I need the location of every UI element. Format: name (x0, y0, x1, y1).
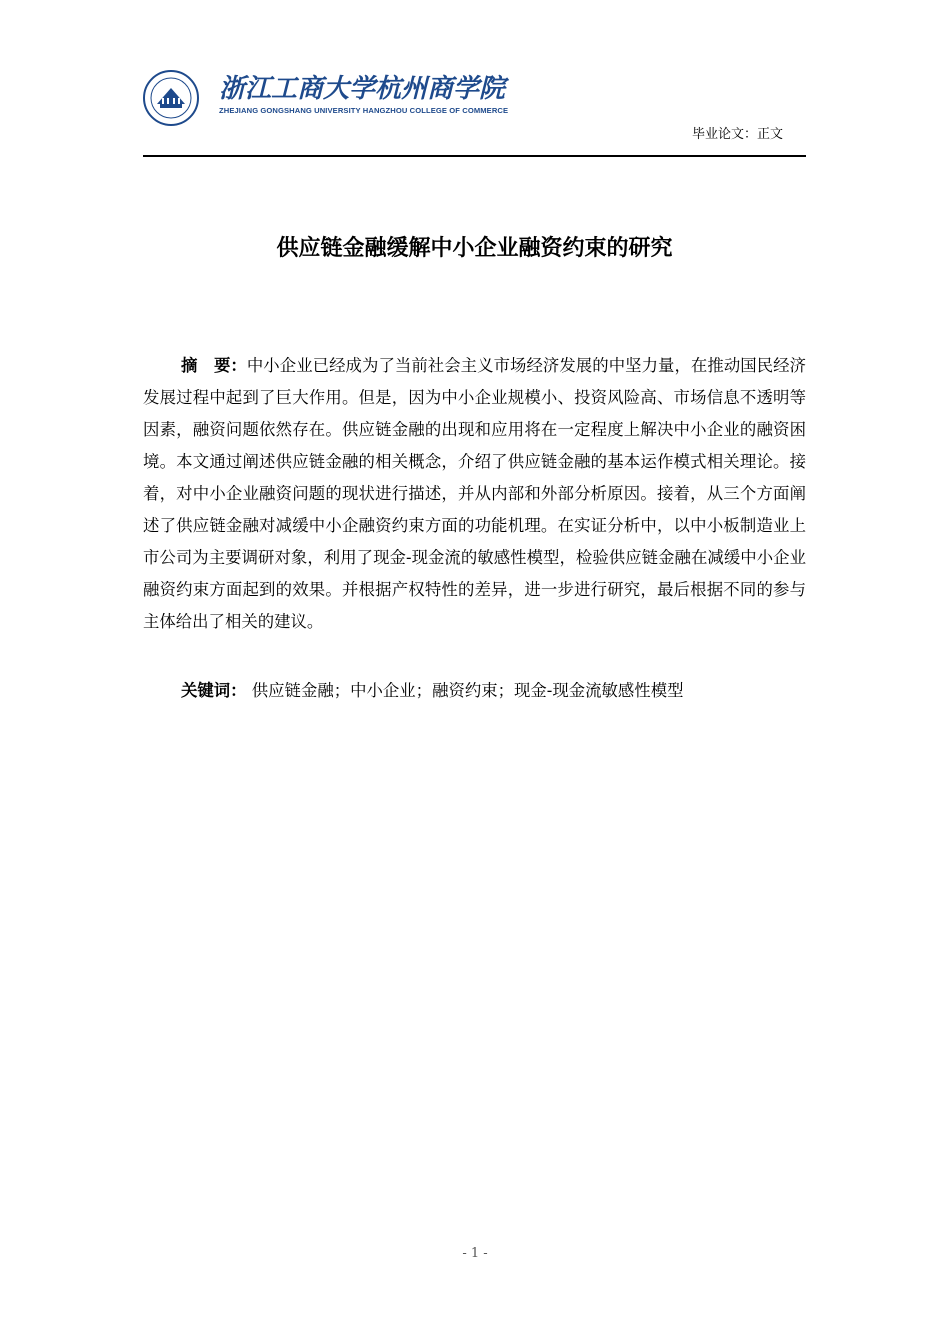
keywords-text: 供应链金融；中小企业；融资约束；现金-现金流敏感性模型 (251, 681, 684, 700)
university-logo (143, 70, 509, 126)
logo-name-cn: 浙江工商大学杭州商学院 (219, 74, 506, 104)
logo-name-en: ZHEJIANG GONGSHANG UNIVERSITY HANGZHOU COLLEGE OF COMMERCE (219, 106, 509, 115)
abstract-paragraph (143, 350, 806, 638)
abstract-text: 中小企业已经成为了当前社会主义市场经济发展的中坚力量，在推动国民经济发展过程中起到了巨大作用。但是，因为中小企业规模小、投资风险高、市场信息不透明等因素，融资问题依然存在。供应链金融的出现和应用将在一定程度上解决中小企业的融资困境。本文通过阐述供应链金融的相关概念，介绍了供应链金融的基本运作模式相关理论。接着，对中小企业融资问题的现状进行描述，并从内部和外部分析原因。接着，从三个方面阐述了供应链金融对减缓中小企融资约束方面的功能机理。在实证分析中，以中小板制造业上市公司为主要调研对象，利用了现金-现金流的敏感性模型，检验供应链金融在减缓中小企业融资约束方面起到的效果。并根据产权特性的差异，进一步进行研究，最后根据不同的参与主体给出了相关的建议。 (143, 356, 807, 631)
page-number: - 1 - (462, 1246, 488, 1261)
keywords-label: 关键词： (181, 681, 247, 700)
document-type-label: 毕业论文：正文 (691, 127, 783, 142)
header-divider (143, 155, 806, 157)
abstract-label: 摘 要： (181, 356, 247, 375)
university-seal-icon (143, 70, 199, 126)
keywords-line (181, 675, 811, 707)
page-title: 供应链金融缓解中小企业融资约束的研究 (276, 236, 673, 261)
